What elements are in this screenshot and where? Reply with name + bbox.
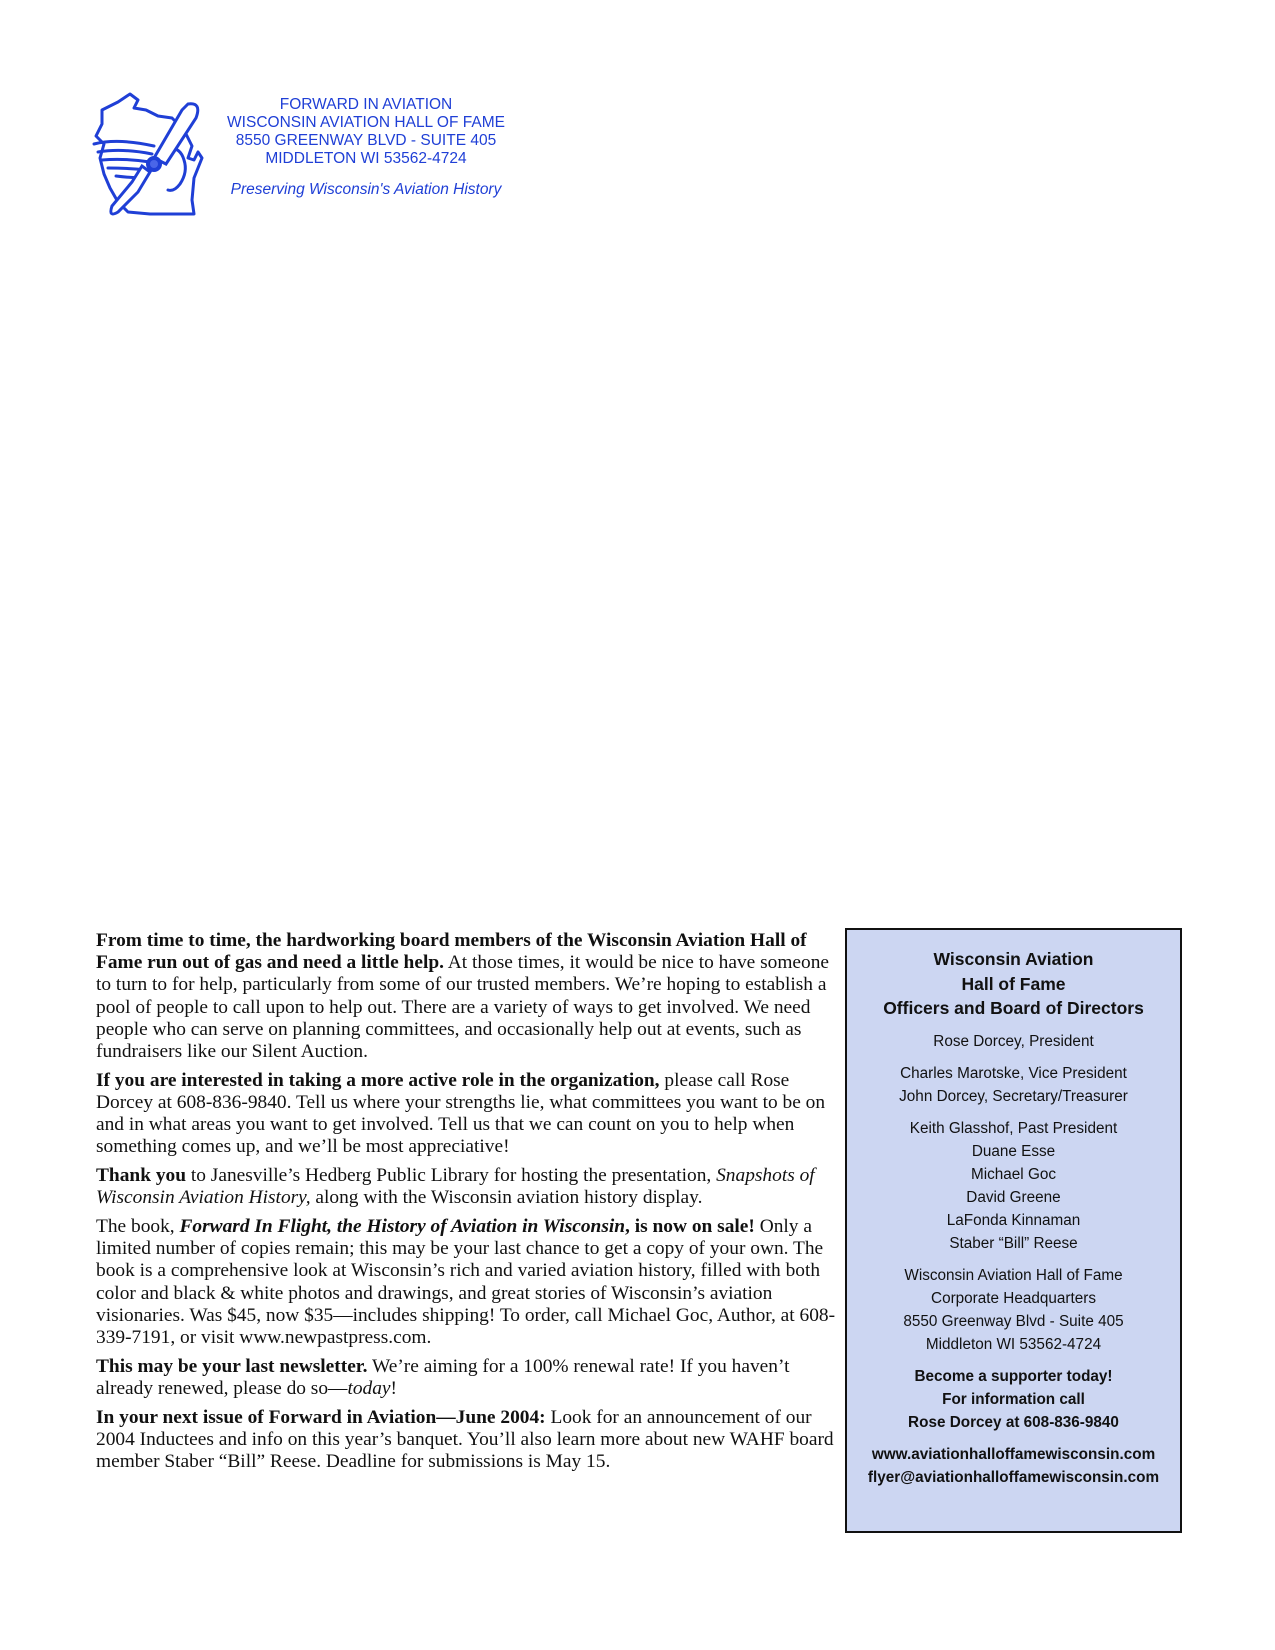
board-member: LaFonda Kinnaman: [946, 1211, 1081, 1229]
newsletter-name: FORWARD IN AVIATION: [279, 96, 453, 113]
paragraph-body: to Janesville’s Hedberg Public Library for hosting the presentation,: [186, 1165, 717, 1187]
officer-president: Rose Dorcey, President: [933, 1032, 1094, 1050]
cta-line: Become a supporter today!: [914, 1367, 1113, 1385]
street-address: 8550 GREENWAY BLVD - SUITE 405: [235, 132, 497, 149]
paragraph-body: Only a limited number of copies remain; this may be your last chance to get a copy of your own. The book is a comprehensive look at Wisconsin’s rich and varied aviation history, filled with both color and black & white photos and drawings, and great stories of Wisconsin’s aviation visionaries. Was $45, now $35—includes shipping! To order, call Michael Goc, Author, at 608-339-7191, or visit www.newpastpress.com.: [96, 1215, 836, 1348]
email-link[interactable]: flyer@aviationhalloffamewisconsin.com: [867, 1468, 1160, 1486]
paragraph-lead: Thank you: [96, 1165, 187, 1187]
tagline: Preserving Wisconsin's Aviation History: [230, 181, 502, 198]
letterhead: [88, 86, 548, 221]
hq-line: Middleton WI 53562-4724: [925, 1335, 1102, 1353]
board-member: David Greene: [966, 1188, 1061, 1206]
hq-line: 8550 Greenway Blvd - Suite 405: [903, 1312, 1124, 1330]
paragraph-pre: The book,: [96, 1215, 180, 1237]
officer-secretary-treasurer: John Dorcey, Secretary/Treasurer: [899, 1087, 1128, 1105]
paragraph-volunteer-help: [96, 930, 841, 1063]
paragraph-body: At those times, it would be nice to have someone to turn to for help, particularly from some of our trusted members. We’re hoping to establish a pool of people to call upon to help out. There are a variety of ways to get involved. We need people who can serve on planning committees, and occasionally help out at events, such as fundraisers like our Silent Auction.: [96, 952, 830, 1063]
board-member: Duane Esse: [971, 1142, 1056, 1160]
cta-phone: Rose Dorcey at 608-836-9840: [908, 1413, 1119, 1431]
officers-group: [847, 1062, 1180, 1108]
paragraph-lead: In your next issue of Forward in Aviation—June 2004:: [96, 1406, 546, 1428]
sidebar-title-line: Officers and Board of Directors: [883, 998, 1144, 1018]
paragraph-body: Look for an announcement of our 2004 Inductees and info on this year’s banquet. You’ll also learn more about new WAHF board member Staber “Bill” Reese. Deadline for submissions is May 15.: [96, 1406, 834, 1472]
board-group: [847, 1117, 1180, 1255]
paragraph-lead: This may be your last newsletter.: [96, 1355, 368, 1377]
hq-line: Corporate Headquarters: [931, 1289, 1096, 1307]
paragraph-tail: along with the Wisconsin aviation history display.: [310, 1187, 703, 1209]
board-member: Staber “Bill” Reese: [949, 1234, 1078, 1252]
sale-notice: , is now on sale!: [625, 1215, 755, 1237]
paragraph-lead: From time to time, the hardworking board members of the Wisconsin Aviation Hall of Fame run out of gas and need a little help.: [96, 930, 807, 974]
paragraph-renewal: [96, 1356, 841, 1400]
officer-vice-president: Charles Marotske, Vice President: [900, 1064, 1127, 1082]
book-title: Forward In Flight, the History of Aviation in Wisconsin: [179, 1215, 626, 1237]
article-column: [96, 930, 841, 1480]
letterhead-address: [206, 96, 526, 199]
paragraph-body: We’re aiming for a 100% renewal rate! If you haven’t already renewed, please do so—: [96, 1355, 790, 1399]
sidebar-title: [847, 947, 1180, 1021]
headquarters-address: [847, 1264, 1180, 1356]
officers-sidebar-box: [845, 928, 1182, 1533]
paragraph-book-sale: [96, 1216, 841, 1349]
presentation-title: Snapshots of Wisconsin Aviation History,: [96, 1165, 815, 1209]
sidebar-title-line: Hall of Fame: [961, 973, 1066, 994]
website-link[interactable]: www.aviationhalloffamewisconsin.com: [871, 1445, 1156, 1463]
paragraph-lead: If you are interested in taking a more active role in the organization,: [96, 1069, 660, 1091]
board-member: Keith Glasshof, Past President: [909, 1119, 1118, 1137]
hq-line: Wisconsin Aviation Hall of Fame: [904, 1266, 1123, 1284]
emphasis-today: today: [347, 1377, 391, 1399]
board-member: Michael Goc: [970, 1165, 1056, 1183]
paragraph-body: please call Rose Dorcey at 608-836-9840. Tell us where your strengths lie, what committees you want to be on and in what areas you want to get involved. Tell us that we can count on you to help when something comes up, and we’ll be most appreciative!: [96, 1069, 826, 1158]
supporter-callout: [847, 1365, 1180, 1434]
city-state-zip: MIDDLETON WI 53562-4724: [265, 150, 467, 167]
paragraph-thank-you: [96, 1165, 841, 1209]
paragraph-active-role: [96, 1070, 841, 1159]
paragraph-next-issue: [96, 1407, 841, 1474]
wisconsin-propeller-logo-icon: [88, 88, 214, 220]
contact-links: [847, 1443, 1180, 1489]
cta-line: For information call: [942, 1390, 1085, 1408]
sidebar-title-line: Wisconsin Aviation: [933, 949, 1094, 969]
organization-name: WISCONSIN AVIATION HALL OF FAME: [227, 114, 505, 131]
paragraph-tail: !: [390, 1377, 397, 1399]
president-group: [847, 1030, 1180, 1053]
